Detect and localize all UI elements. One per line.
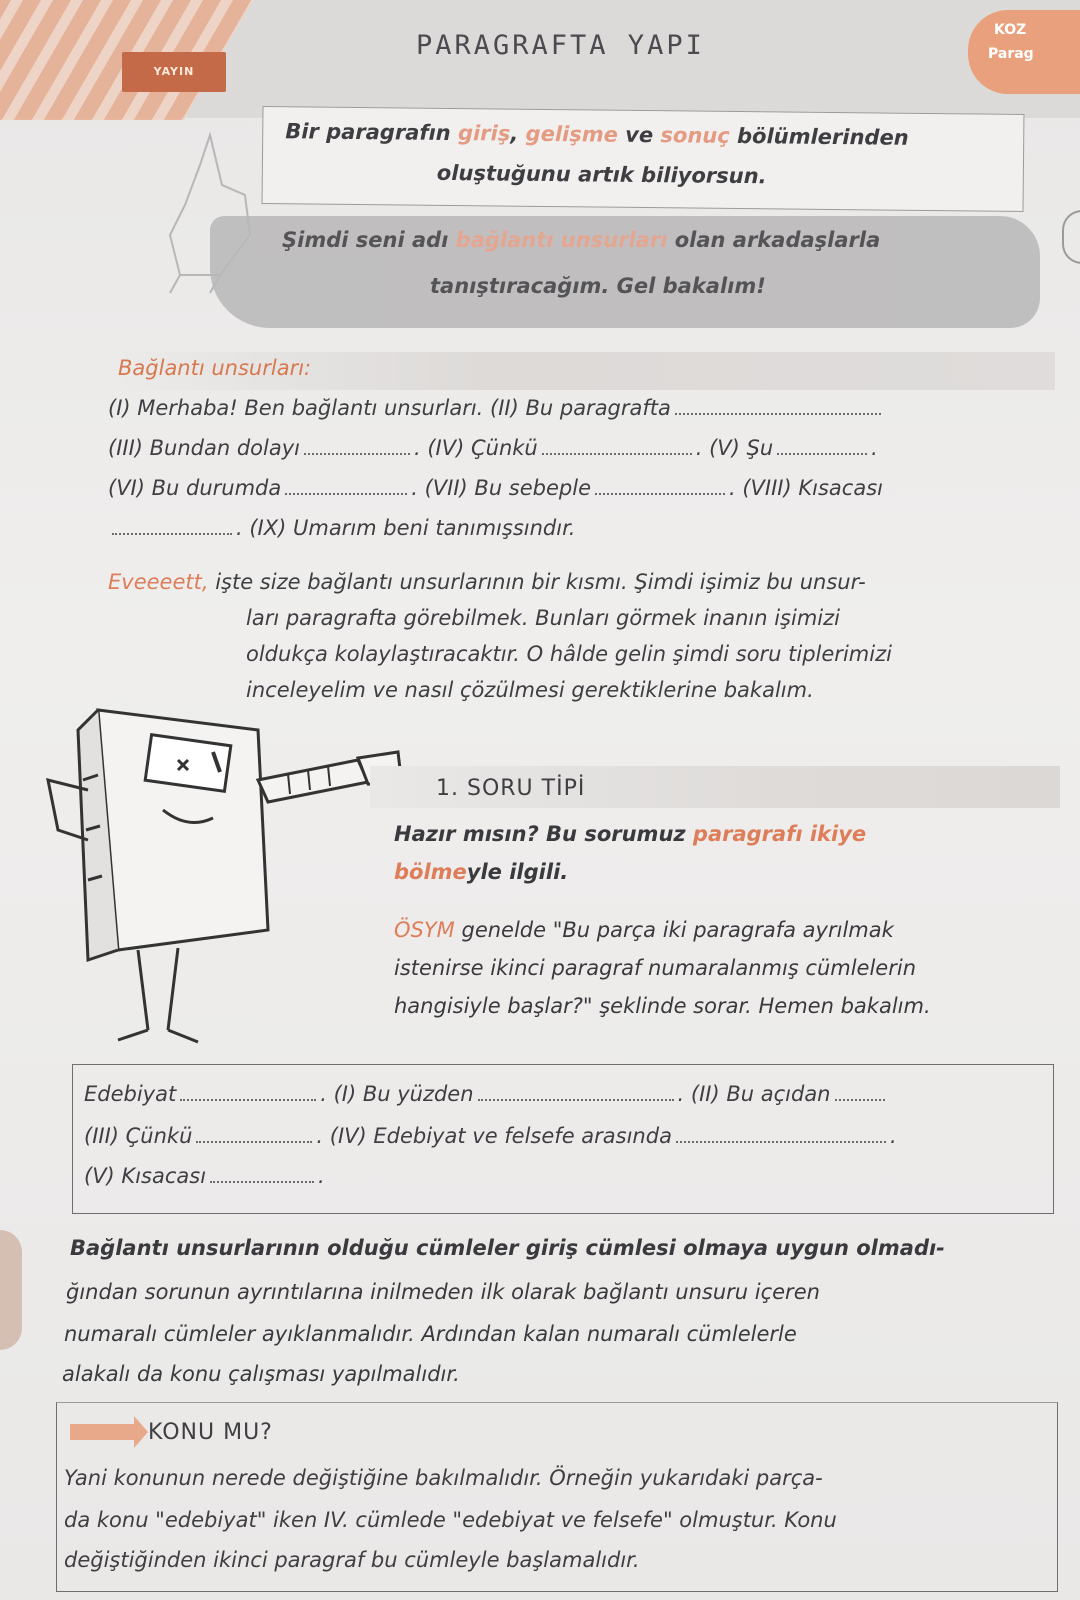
speech-bubble-intro bbox=[262, 106, 1025, 212]
text-span: Hazır mısın? Bu sorumuz bbox=[394, 822, 693, 846]
chapter-tab-line2: Parag bbox=[988, 46, 1034, 62]
blank-line bbox=[180, 1098, 316, 1101]
text-span: (III) Bundan dolayı bbox=[108, 436, 300, 460]
bubble-connectors-line1 bbox=[282, 228, 880, 252]
keyword-baglanti: bağlantı unsurları bbox=[455, 228, 668, 252]
konu-line-1: Yani konunun nerede değiştiğine bakılmalıdır. Örneğin yukarıdaki parça- bbox=[64, 1466, 823, 1490]
text-span: . (I) Bu yüzden bbox=[320, 1082, 474, 1106]
intro-line-1 bbox=[108, 570, 866, 594]
blank-line bbox=[595, 492, 725, 495]
question-type-line-1 bbox=[394, 822, 866, 846]
blank-line bbox=[210, 1180, 314, 1183]
blank-line bbox=[196, 1140, 312, 1143]
connector-row-2 bbox=[108, 436, 878, 460]
connector-row-4 bbox=[108, 516, 575, 540]
text-span: işte size bağlantı unsurlarının bir kısmı. Şimdi işimiz bu unsur- bbox=[208, 570, 866, 594]
text-span: (V) Kısacası bbox=[84, 1164, 207, 1188]
text-span: . (VIII) Kısacası bbox=[729, 476, 883, 500]
connector-row-1 bbox=[108, 396, 885, 420]
question-type-line-3 bbox=[394, 918, 894, 942]
book-mascot-with-telescope-icon bbox=[28, 690, 418, 1050]
konu-line-3: değiştiğinden ikinci paragraf bu cümleyle başlamalıdır. bbox=[64, 1548, 640, 1572]
question-type-title: 1. SORU TİPİ bbox=[436, 776, 586, 801]
question-type-line-4: istenirse ikinci paragraf numaralanmış cümlelerin bbox=[394, 956, 917, 980]
bubble-connectors-line2: tanıştıracağım. Gel bakalım! bbox=[430, 274, 766, 298]
blank-line bbox=[835, 1098, 885, 1101]
keyword-bolme: bölme bbox=[394, 860, 467, 884]
intro-eve: Eveeeett, bbox=[108, 570, 209, 594]
page-thumb-shadow bbox=[0, 1230, 22, 1350]
blank-line bbox=[675, 412, 881, 415]
text-span: . bbox=[889, 1124, 897, 1148]
explanation-line-4: alakalı da konu çalışması yapılmalıdır. bbox=[62, 1362, 460, 1386]
explanation-line-3: numaralı cümleler ayıklanmalıdır. Ardından kalan numaralı cümlelerle bbox=[64, 1322, 797, 1346]
keyword-gelisme: gelişme bbox=[525, 121, 619, 147]
text-span: olan arkadaşlarla bbox=[667, 228, 881, 252]
text-span: (III) Çünkü bbox=[84, 1124, 193, 1148]
question-type-line-5: hangisiyle başlar?" şeklinde sorar. Hemen bakalım. bbox=[394, 994, 931, 1018]
text-span: . (IV) Çünkü bbox=[414, 436, 538, 460]
bubble-intro-line2: oluştuğunu artık biliyorsun. bbox=[436, 160, 767, 189]
text-span: ve bbox=[617, 122, 661, 148]
question-type-line-2 bbox=[394, 860, 568, 884]
keyword-paragrafi-ikiye: paragrafı ikiye bbox=[692, 822, 867, 846]
intro-line-4: inceleyelim ve nasıl çözülmesi gerektiklerine bakalım. bbox=[246, 678, 814, 702]
blank-line bbox=[542, 452, 692, 455]
keyword-sonuc: sonuç bbox=[660, 123, 730, 148]
keyword-giris: giriş bbox=[457, 121, 511, 146]
text-span: . (IX) Umarım beni tanımışsındır. bbox=[236, 516, 576, 540]
publisher-logo: YAYIN bbox=[122, 52, 226, 92]
blank-line bbox=[285, 492, 407, 495]
konu-line-2: da konu "edebiyat" iken IV. cümlede "edebiyat ve felsefe" olmuştur. Konu bbox=[64, 1508, 837, 1532]
text-span: Bir paragrafın bbox=[285, 119, 459, 146]
text-span: . bbox=[318, 1164, 325, 1188]
example-row-3 bbox=[84, 1164, 325, 1188]
blank-line bbox=[777, 452, 867, 455]
text-span: Edebiyat bbox=[84, 1082, 177, 1106]
text-span: yle ilgili. bbox=[466, 860, 569, 884]
section-heading-baglanti: Bağlantı unsurları: bbox=[118, 356, 312, 380]
blank-line bbox=[112, 532, 232, 535]
text-span: bölümlerinden bbox=[729, 123, 909, 150]
text-span: , bbox=[510, 121, 526, 146]
bubble-intro-line1 bbox=[285, 119, 909, 150]
text-span: (I) Merhaba! Ben bağlantı unsurları. (II) Bu paragrafta bbox=[108, 396, 671, 420]
blank-line bbox=[478, 1098, 674, 1101]
keyword-osym: ÖSYM bbox=[394, 918, 455, 942]
example-row-2 bbox=[84, 1124, 897, 1148]
text-span: . (VII) Bu sebeple bbox=[411, 476, 592, 500]
connector-row-3 bbox=[108, 476, 883, 500]
chapter-tab bbox=[968, 10, 1080, 94]
konu-title: KONU MU? bbox=[148, 1420, 273, 1445]
intro-line-2: ları paragrafta görebilmek. Bunları görmek inanın işimizi bbox=[246, 606, 840, 630]
explanation-line-1: Bağlantı unsurlarının olduğu cümleler giriş cümlesi olmaya uygun olmadı- bbox=[70, 1236, 945, 1260]
chapter-tab-line1: KOZ bbox=[994, 22, 1027, 38]
text-span: . (V) Şu bbox=[695, 436, 774, 460]
speech-bubble-connectors bbox=[210, 216, 1040, 328]
text-span: Şimdi seni adı bbox=[282, 228, 456, 252]
page-title: PARAGRAFTA YAPI bbox=[416, 30, 705, 61]
text-span: . bbox=[871, 436, 878, 460]
arrow-right-icon bbox=[70, 1424, 134, 1440]
explanation-line-2: ğından sorunun ayrıntılarına inilmeden ilk olarak bağlantı unsuru içeren bbox=[66, 1280, 820, 1304]
page-edge-mark bbox=[1062, 210, 1080, 264]
text-span: genelde "Bu parça iki paragrafa ayrılmak bbox=[454, 918, 894, 942]
blank-line bbox=[676, 1140, 886, 1143]
text-span: . (IV) Edebiyat ve felsefe arasında bbox=[316, 1124, 672, 1148]
intro-line-3: oldukça kolaylaştıracaktır. O hâlde gelin şimdi soru tiplerimizi bbox=[246, 642, 892, 666]
text-span: (VI) Bu durumda bbox=[108, 476, 282, 500]
text-span: . (II) Bu açıdan bbox=[677, 1082, 831, 1106]
blank-line bbox=[304, 452, 410, 455]
example-row-1 bbox=[84, 1082, 889, 1106]
